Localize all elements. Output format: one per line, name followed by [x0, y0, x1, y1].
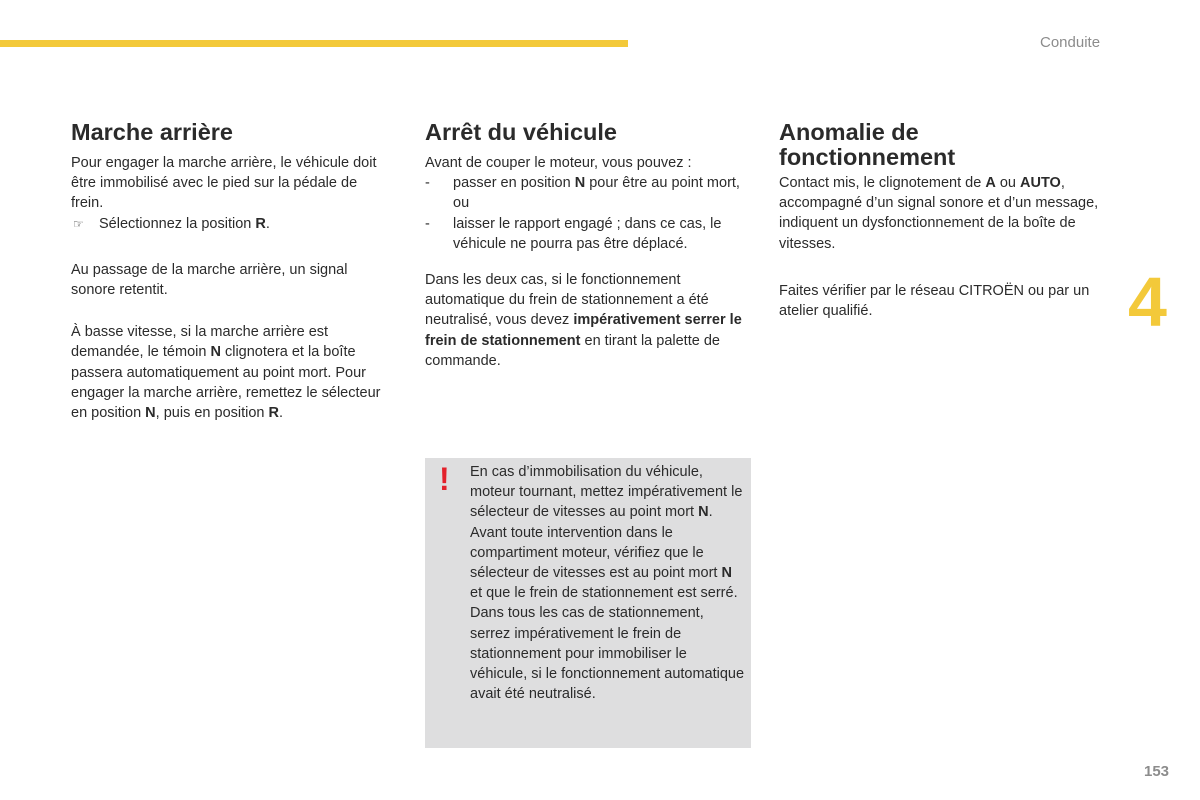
chapter-number: 4 — [1128, 263, 1167, 341]
paragraph: À basse vitesse, si la marche arrière est demandée, le témoin N clignotera et la boîte passera automatiquement au point mort. Pour engager la marche arrière, remettez le sélecteur en position N, puis en position R. — [71, 324, 381, 422]
section-title: Anomalie de fonctionnement — [779, 119, 956, 170]
instruction-step: ☞ Sélectionnez la position R. — [71, 214, 389, 234]
page-number: 153 — [1144, 763, 1170, 780]
list-item: - laisser le rapport engagé ; dans ce cas, le véhicule ne pourra pas être déplacé. — [425, 214, 751, 254]
section-title: Marche arrière — [71, 119, 233, 145]
warning-text: En cas d’immobilisation du véhicule, moteur tournant, mettez impérativement le sélecteur de vitesses au point mort N. Avant toute intervention dans le compartiment moteur, vérifiez que le sélecteur de vitesses est au point mort N et que le frein de stationnement est serré. Dans tous les cas de stationnement, serrez impérativement le frein de stationnement pour immobiliser le véhicule, si le fonctionnement automatique avait été neutralisé. — [470, 464, 745, 703]
warning-box — [425, 458, 751, 748]
section-title: Arrêt du véhicule — [425, 119, 617, 145]
paragraph: Contact mis, le clignotement de A ou AUTO, accompagné d’un signal sonore et d’un message, indiquent un dysfonctionnement de la boîte de vitesses. — [779, 175, 1099, 252]
list-separator: ou — [453, 195, 470, 212]
header-accent-bar — [0, 40, 628, 47]
dash-bullet: - — [425, 215, 430, 232]
paragraph: Dans les deux cas, si le fonctionnement automatique du frein de stationnement a été neutralisé, vous devez impérativement serrer le frein de stationnement en tirant la palette de commande. — [425, 272, 742, 369]
section-reverse-gear — [71, 120, 389, 423]
pointing-hand-icon: ☞ — [73, 216, 84, 231]
chapter-title: Conduite — [1040, 34, 1101, 51]
paragraph: Avant de couper le moteur, vous pouvez : — [425, 155, 692, 171]
section-vehicle-stop — [425, 120, 751, 371]
paragraph: Faites vérifier par le réseau CITROËN ou par un atelier qualifié. — [779, 282, 1090, 320]
paragraph: Au passage de la marche arrière, un signal sonore retentit. — [71, 261, 348, 299]
dash-bullet: - — [425, 175, 430, 192]
section-malfunction — [779, 120, 1099, 321]
list-item: - passer en position N pour être au point mort, — [425, 173, 751, 193]
paragraph: Pour engager la marche arrière, le véhicule doit être immobilisé avec le pied sur la pédale de frein. — [71, 155, 377, 212]
exclamation-icon: ! — [439, 461, 450, 497]
